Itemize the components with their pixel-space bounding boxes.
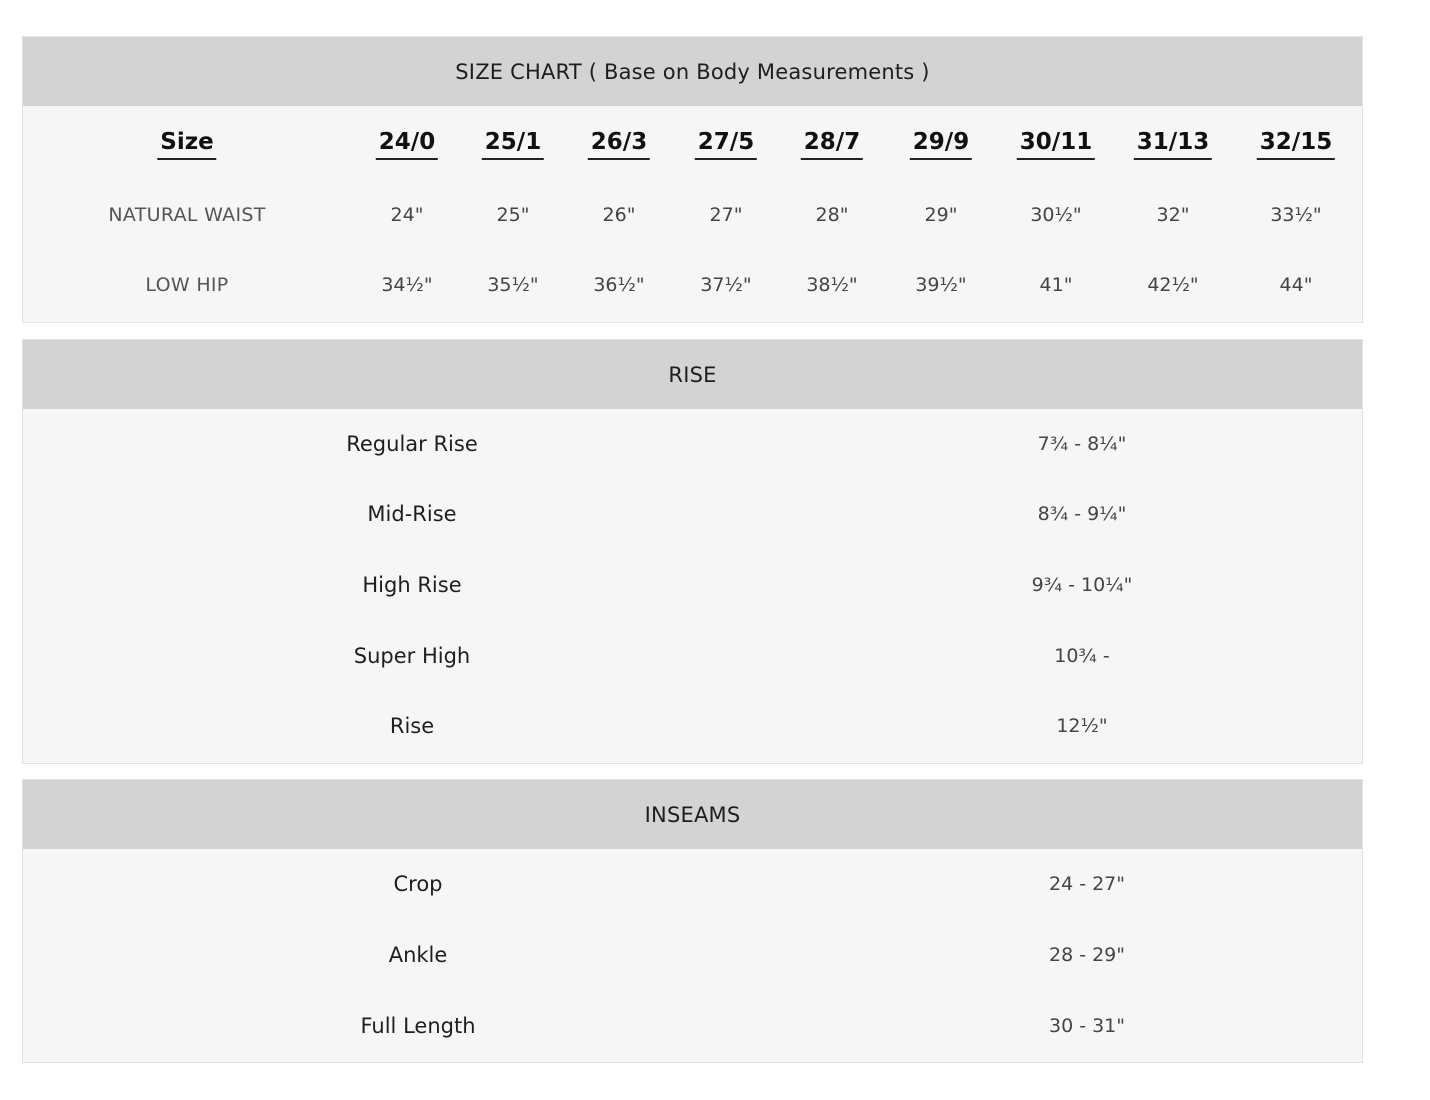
size-header-row [23, 122, 1362, 162]
table-cell: 28" [815, 204, 849, 226]
table-row [23, 706, 1362, 746]
size-chart-grid [23, 106, 1362, 323]
table-cell: 36½" [593, 274, 645, 296]
table-cell: 34½" [381, 274, 433, 296]
size-column-header: 29/9 [910, 122, 972, 162]
rise-table [22, 339, 1363, 764]
rise-title: RISE [23, 340, 1362, 409]
table-cell: 32" [1156, 204, 1190, 226]
size-column-header: 24/0 [376, 122, 438, 162]
rise-value: 10¾ - [1054, 645, 1110, 667]
inseam-value: 24 - 27" [1048, 873, 1126, 895]
table-row [23, 494, 1362, 534]
table-cell: 44" [1279, 274, 1313, 296]
rise-name: Mid-Rise [367, 502, 457, 526]
rise-value: 7¾ - 8¼" [1037, 433, 1127, 455]
rise-value: 8¾ - 9¼" [1037, 503, 1127, 525]
table-row [23, 265, 1362, 305]
size-column-header: 28/7 [801, 122, 863, 162]
table-row [23, 636, 1362, 676]
table-cell: 29" [924, 204, 958, 226]
table-cell: 24" [390, 204, 424, 226]
size-column-header: 27/5 [695, 122, 757, 162]
size-chart-table [22, 36, 1363, 323]
row-label: NATURAL WAIST [108, 204, 266, 226]
rise-name: High Rise [362, 573, 462, 597]
size-chart-title: SIZE CHART ( Base on Body Measurements ) [23, 37, 1362, 106]
table-cell: 37½" [700, 274, 752, 296]
size-column-header: 26/3 [588, 122, 650, 162]
table-cell: 38½" [806, 274, 858, 296]
rise-value: 9¾ - 10¼" [1031, 574, 1133, 596]
inseam-value: 30 - 31" [1048, 1015, 1126, 1037]
table-cell: 39½" [915, 274, 967, 296]
table-row [23, 565, 1362, 605]
table-cell: 25" [496, 204, 530, 226]
rise-name: Regular Rise [346, 432, 478, 456]
inseams-title: INSEAMS [23, 780, 1362, 849]
table-cell: 42½" [1147, 274, 1199, 296]
inseam-value: 28 - 29" [1048, 944, 1126, 966]
table-row [23, 424, 1362, 464]
size-column-header: 32/15 [1257, 122, 1335, 162]
rise-name: Rise [389, 714, 435, 738]
size-column-header: 31/13 [1134, 122, 1212, 162]
table-cell: 26" [602, 204, 636, 226]
table-cell: 27" [709, 204, 743, 226]
table-cell: 35½" [487, 274, 539, 296]
table-cell: 33½" [1270, 204, 1322, 226]
inseam-name: Ankle [388, 943, 448, 967]
size-header-label: Size [157, 122, 216, 162]
row-label: LOW HIP [145, 274, 229, 296]
inseam-name: Full Length [360, 1014, 476, 1038]
size-column-header: 30/11 [1017, 122, 1095, 162]
table-row [23, 1006, 1362, 1046]
table-row [23, 195, 1362, 235]
rise-value: 12½" [1056, 715, 1108, 737]
table-cell: 30½" [1030, 204, 1082, 226]
inseams-table [22, 779, 1363, 1063]
size-column-header: 25/1 [482, 122, 544, 162]
inseam-name: Crop [393, 872, 443, 896]
table-cell: 41" [1039, 274, 1073, 296]
table-row [23, 935, 1362, 975]
rise-name: Super High [353, 644, 471, 668]
table-row [23, 864, 1362, 904]
